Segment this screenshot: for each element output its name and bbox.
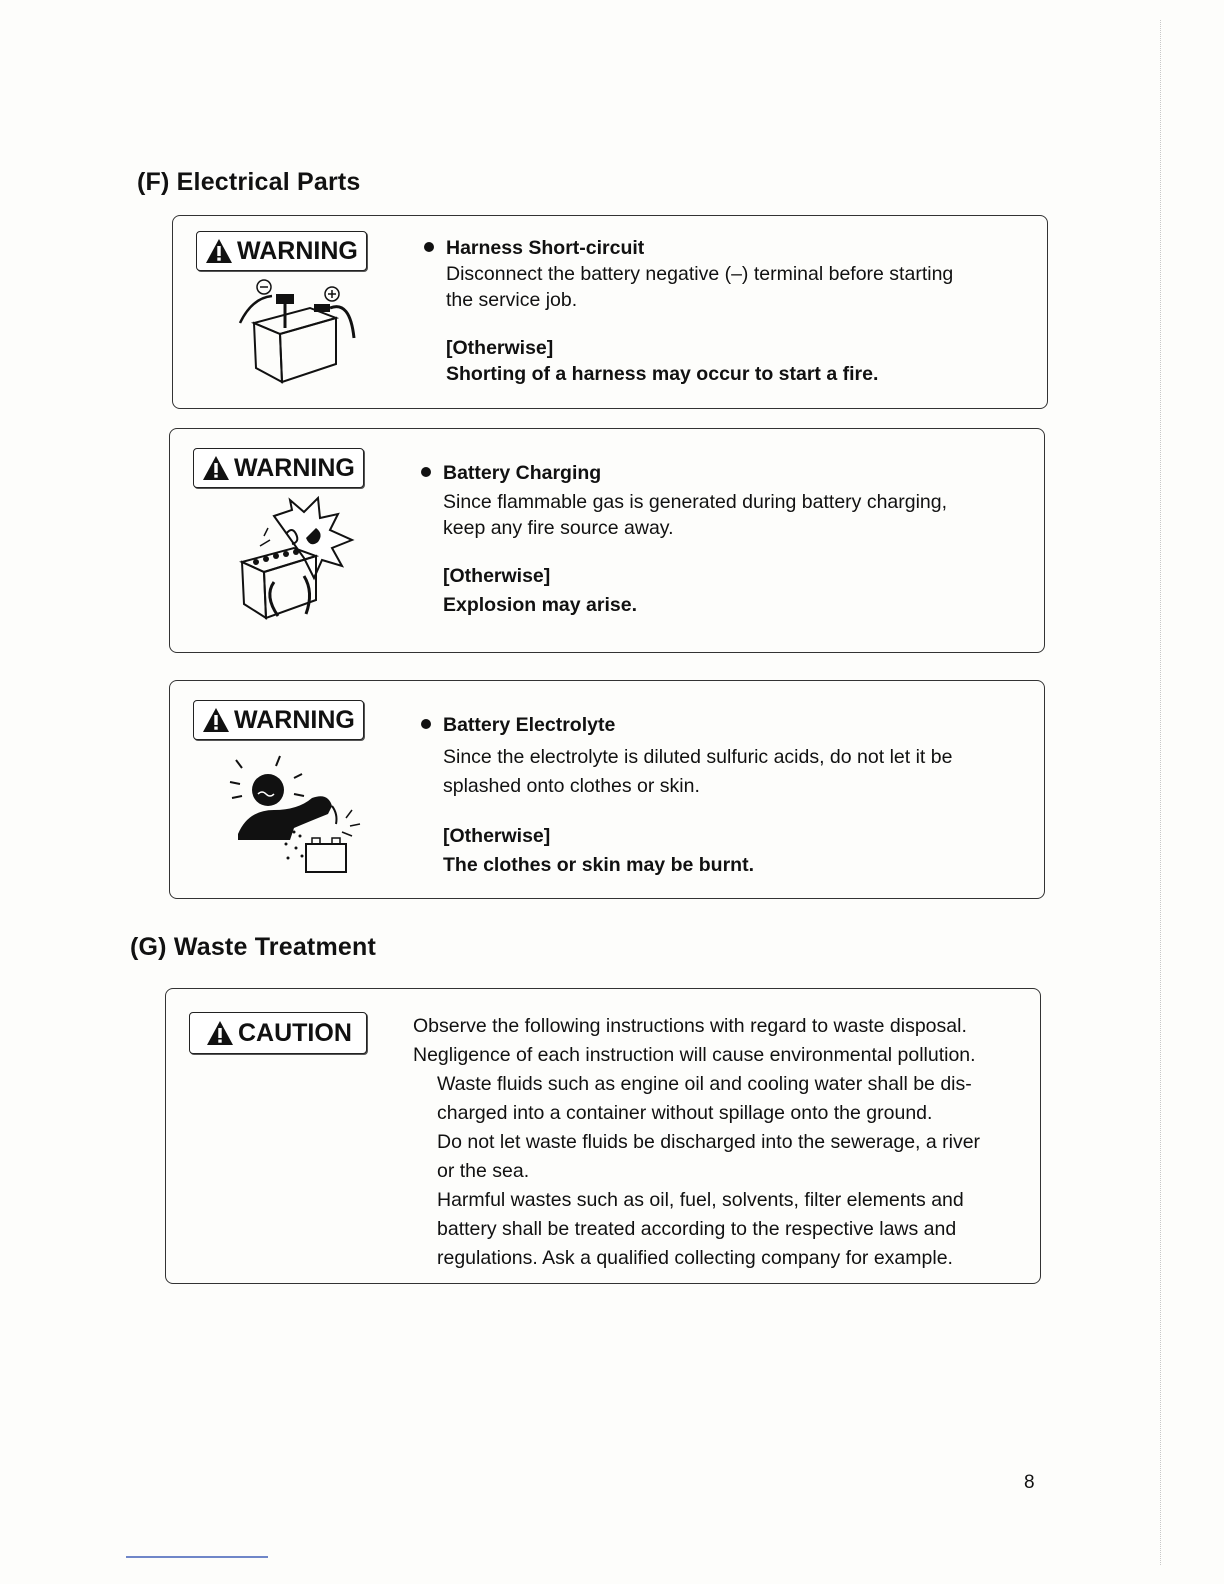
warning-heading: Battery Charging — [443, 462, 602, 484]
warning-heading: Battery Electrolyte — [443, 714, 616, 736]
battery-fire-icon — [234, 496, 360, 622]
bullet-dot — [424, 242, 434, 252]
caution-item-line: Harmful wastes such as oil, fuel, solvents, filter elements and — [437, 1189, 964, 1211]
page-edge-line — [1160, 20, 1161, 1565]
caution-item-line: or the sea. — [437, 1160, 530, 1182]
otherwise-label: [Otherwise] — [443, 565, 551, 587]
warning-triangle-icon — [205, 238, 233, 264]
electrolyte-splash-icon — [228, 752, 368, 876]
page-number: 8 — [1024, 1472, 1035, 1493]
caution-badge — [189, 1012, 367, 1054]
warning-text-charging — [421, 460, 1031, 618]
warning-desc-line: Since flammable gas is generated during battery charging, — [443, 491, 948, 513]
bullet-dot — [421, 719, 431, 729]
caution-item-line: charged into a container without spillage onto the ground. — [437, 1102, 933, 1124]
otherwise-label: [Otherwise] — [443, 825, 551, 847]
otherwise-text: Explosion may arise. — [443, 594, 638, 616]
section-title-electrical: (F) Electrical Parts — [137, 168, 361, 196]
warning-desc-line: Disconnect the battery negative (–) terminal before starting — [446, 263, 954, 285]
warning-triangle-icon — [202, 707, 230, 733]
caution-label: CAUTION — [238, 1018, 352, 1047]
otherwise-text: The clothes or skin may be burnt. — [443, 854, 754, 876]
warning-label: WARNING — [234, 453, 355, 482]
warning-desc-line: splashed onto clothes or skin. — [443, 775, 700, 797]
caution-list-item — [413, 1070, 1023, 1128]
battery-terminal-icon — [232, 278, 362, 386]
warning-badge — [196, 231, 367, 271]
warning-heading: Harness Short-circuit — [446, 237, 645, 259]
caution-intro-line: Negligence of each instruction will cause environmental pollution. — [413, 1044, 976, 1066]
otherwise-label: [Otherwise] — [446, 337, 554, 359]
caution-item-line: Waste fluids such as engine oil and cooling water shall be dis- — [437, 1073, 972, 1095]
caution-item-line: Do not let waste fluids be discharged into the sewerage, a river — [437, 1131, 981, 1153]
footer-rule — [126, 1556, 268, 1558]
caution-text — [413, 1012, 1023, 1273]
caution-item-line: regulations. Ask a qualified collecting company for example. — [437, 1247, 953, 1269]
warning-text-electrolyte — [421, 712, 1031, 878]
warning-desc-line: the service job. — [446, 289, 578, 311]
bullet-dot — [421, 467, 431, 477]
warning-desc-line: keep any fire source away. — [443, 517, 674, 539]
caution-list-item — [413, 1186, 1023, 1273]
warning-desc-line: Since the electrolyte is diluted sulfuric acids, do not let it be — [443, 746, 953, 768]
caution-intro-line: Observe the following instructions with regard to waste disposal. — [413, 1015, 967, 1037]
warning-badge — [193, 448, 364, 488]
warning-badge — [193, 700, 364, 740]
warning-label: WARNING — [237, 236, 358, 265]
warning-label: WARNING — [234, 705, 355, 734]
otherwise-text: Shorting of a harness may occur to start a fire. — [446, 363, 879, 385]
caution-item-line: battery shall be treated according to the respective laws and — [437, 1218, 957, 1240]
caution-triangle-icon — [206, 1020, 234, 1046]
section-title-waste: (G) Waste Treatment — [130, 933, 376, 961]
warning-triangle-icon — [202, 455, 230, 481]
warning-text-harness — [424, 235, 1034, 387]
caution-list-item — [413, 1128, 1023, 1186]
